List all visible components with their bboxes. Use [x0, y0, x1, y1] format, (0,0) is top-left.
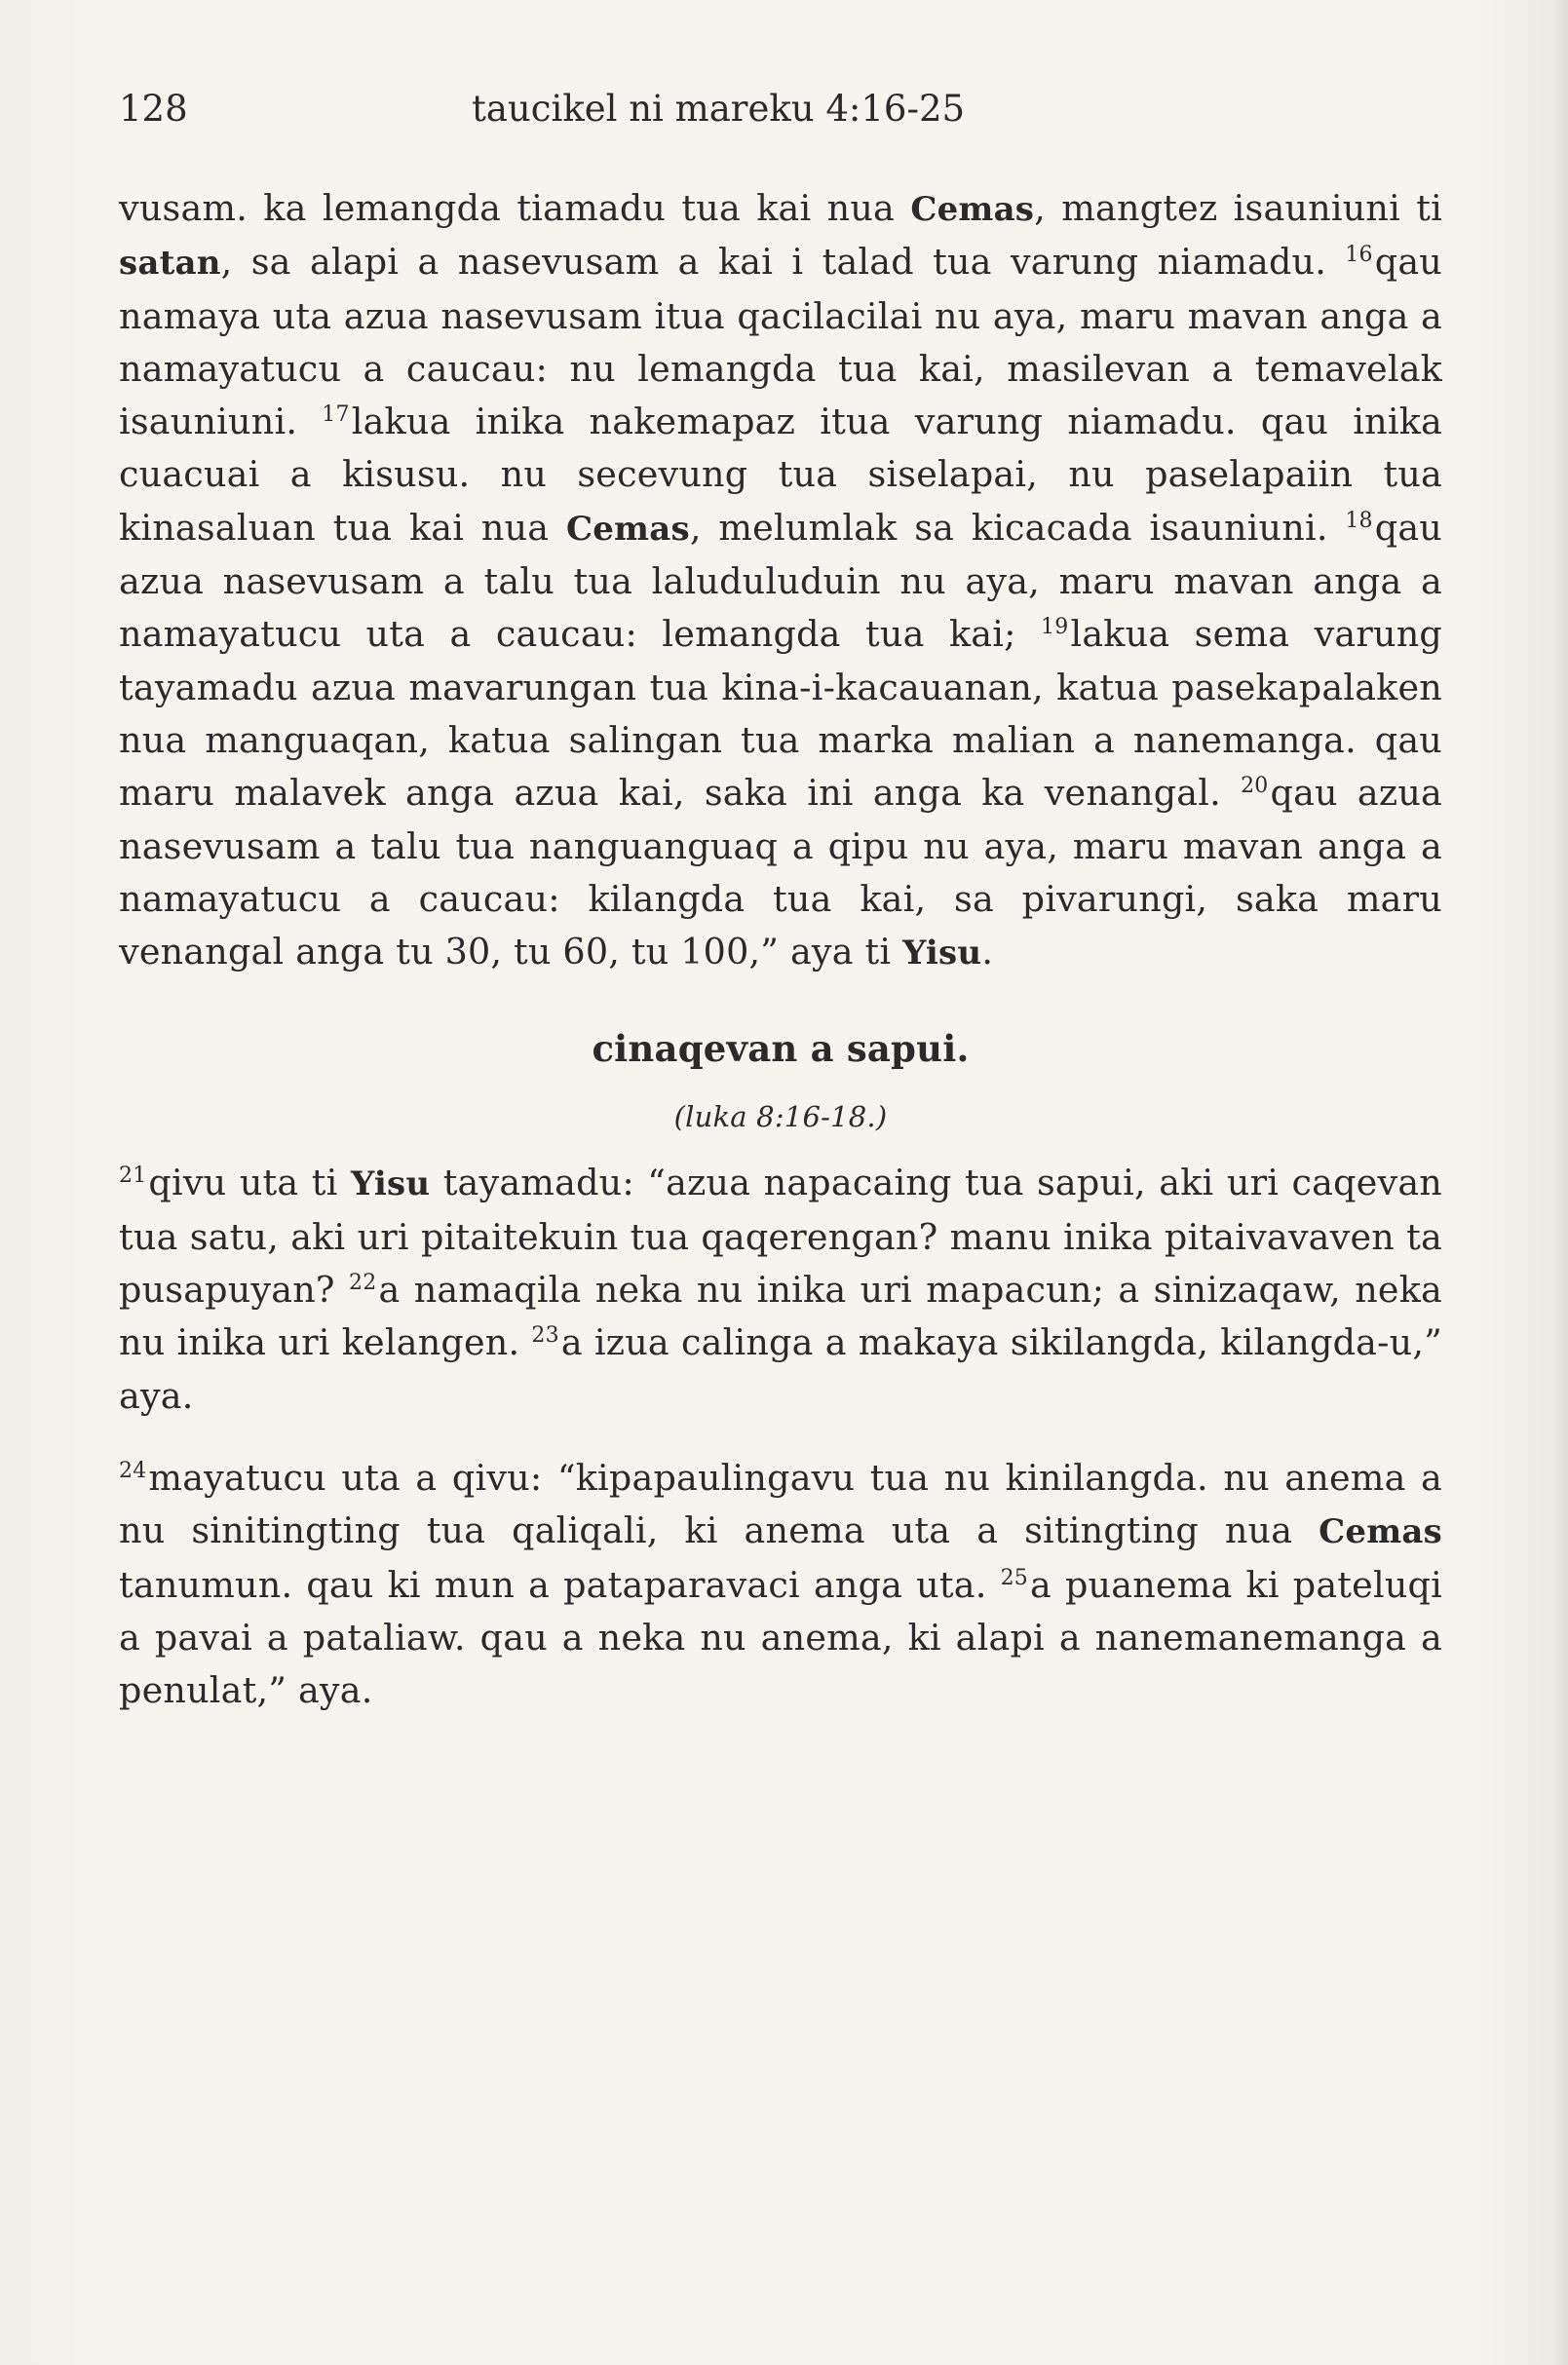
section-heading: cinaqevan a sapui.	[592, 1027, 970, 1071]
page-header	[119, 82, 1464, 136]
verse-number: 23	[531, 1323, 559, 1349]
verse-number: 24	[119, 1458, 147, 1483]
proper-name: satan	[119, 244, 221, 284]
proper-name: Yisu	[350, 1164, 431, 1204]
section-reference: (luka 8:16-18.)	[673, 1100, 888, 1134]
verse-number: 17	[322, 402, 350, 428]
paragraph: $^{21}$qivu uta ti Yisu tayamadu: “azua napacaing tua sapui, aki uri caqevan tua satu, aki uri pitaitekuin tua qaqerengan? manu inika pitaivavaven ta pusapuyan? $^{22}$a namaqila neka nu inika uri mapacun; a sinizaqaw, neka nu inika uri kelangen. $^{23}$a izua calinga a makaya sikilangda, kilangda-u,” aya.	[119, 1162, 1443, 1417]
page-number: 128	[119, 88, 188, 130]
proper-name: Yisu	[902, 934, 982, 973]
proper-name: Cemas	[910, 190, 1035, 229]
verse-number: 16	[1345, 243, 1373, 268]
paragraph-continuation: vusam. ka lemangda tiamadu tua kai nua Cemas, mangtez isauniuni ti satan, sa alapi a nasevusam a kai i talad tua varung niamadu. $^{16}$qau namaya uta azua nasevusam itua qacilacilai nu aya, maru mavan anga a namayatucu a caucau: nu lemangda tua kai, masilevan a temavelak isauniuni. $^{17}$lakua inika nakemapaz itua varung niamadu. qau inika cuacuai a kisusu. nu secevung tua siselapai, nu paselapaiin tua kinasaluan tua kai nua Cemas, melumlak sa kicacada isauniuni. $^{18}$qau azua nasevusam a talu tua laluduluduin nu aya, maru mavan anga a namayatucu uta a caucau: lemangda tua kai; $^{19}$lakua sema varung tayamadu azua mavarungan tua kina-i-kacauanan, katua pasekapalaken nua manguaqan, katua salingan tua marka malian a nanemanga. qau maru malavek anga azua kai, saka ini anga ka venangal. $^{20}$qau azua nasevusam a talu tua nanguanguaq a qipu nu aya, maru mavan anga a namayatucu a caucau: kilangda tua kai, sa pivarungi, saka maru venangal anga tu 30, tu 60, tu 100,” aya ti Yisu.	[119, 187, 1443, 973]
page-edge-shadow	[1552, 0, 1568, 2365]
verse-number: 21	[119, 1163, 147, 1189]
verse-number: 20	[1241, 774, 1269, 799]
proper-name: Cemas	[1319, 1512, 1442, 1552]
proper-name: Cemas	[565, 509, 690, 549]
scripture-text	[119, 182, 1442, 1717]
paragraph: $^{24}$mayatucu uta a qivu: “kipapaulingavu tua nu kinilangda. nu anema a nu sinitingting tua qaliqali, ki anema uta a sitingting nua Cemas tanumun. qau ki mun a pataparavaci anga uta. $^{25}$a puanema ki pateluqi a pavai a pataliaw. qau a neka nu anema, ki alapi a nanemanemanga a penulat,” aya.	[119, 1456, 1442, 1712]
running-title: taucikel ni mareku 4:16-25	[472, 88, 966, 130]
verse-number: 19	[1041, 615, 1069, 640]
verse-number: 22	[349, 1271, 377, 1296]
verse-number: 25	[1000, 1565, 1028, 1590]
verse-number: 18	[1345, 508, 1373, 533]
